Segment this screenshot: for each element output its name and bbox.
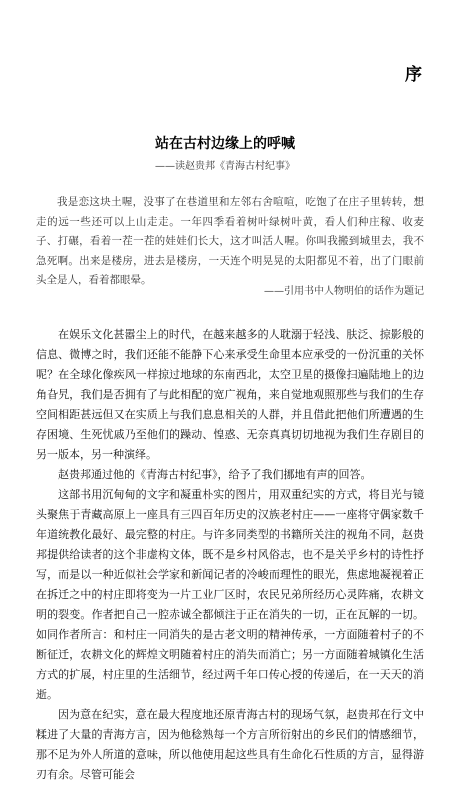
body-paragraph: 在娱乐文化甚嚣尘上的时代，在越来越多的人耽溺于轻浅、肤泛、掠影般的信息、微博之时，我们还能不能静下心来承受生命里本应承受的一份沉重的关怀呢？在全球化像疾风一样掠过地球的东南西北，太空卫星的摄像扫遍陆地上的边角旮旯，我们是否拥有了与此相配的宽广视角，来自觉地观照那些与我们的生存空间相距甚远但又在实质上与我们息息相关的人群，并且借此把他们所遭遇的生存困境、生死忧戚乃至他们的躁动、惶惑、无奈真真切切地视为我们生存剧目的另一版本，另一种演绎。 — [36, 328, 424, 461]
article-title: 站在古村边缘上的呼喊 — [155, 136, 295, 152]
epigraph-attribution: ——引用书中人物明伯的话作为题记 — [264, 286, 424, 297]
body-text — [36, 325, 424, 785]
body-paragraph: 因为意在纪实，意在最大程度地还原青海古村的现场气氛，赵贵邦在行文中糅进了大量的青海方言，因为他稔熟每一个方言所衍射出的乡民们的情感细节，那不足为外人所道的意味，所以他使用起这些具有生命化石性质的方言，显得游刃有余。尽管可能会 — [36, 708, 424, 781]
epigraph-text: 我是恋这块土喔，没事了在巷道里和左邻右舍喧喧，吃饱了在庄子里转转，想走的远一些还可以上山走走。一年四季看着树叶绿树叶黄，看人们种庄稼、收麦子、打碾，看着一茬一茬的娃娃们长大，这才叫活人喔。你叫我搬到城里去，我不急死啊。出来是楼房，进去是楼房，一天连个明晃晃的太阳都见不着，出了门眼前头全是人，看着都眼晕。 — [36, 196, 424, 286]
body-paragraph: 赵贵邦通过他的《青海古村纪事》，给予了我们挪地有声的回答。 — [58, 468, 372, 481]
epigraph — [36, 193, 424, 291]
article-subtitle: ——读赵贵邦《青海古村纪事》 — [155, 161, 295, 172]
body-paragraph: 这部书用沉甸甸的文字和凝重朴实的图片，用双重纪实的方式，将目光与镜头聚焦于青藏高原上一座具有三四百年历史的汉族老村庄——一座将守偶家数千年道统教化最好、最完整的村庄。与许多同类型的书籍所关注的视角不同，赵贵邦提供给读者的这个非虚构文体，既不是乡村风俗志，也不是关乎乡村的诗性抒写，而是以一种近似社会学家和新闻记者的冷峻而理性的眼光，焦虑地凝视着正在拆迁之中的村庄即将变为一片工业厂区时，农民兄弟所经历心灵阵痛，农耕文明的裂变。作者把自己一腔赤诚全都倾注于正在消失的一切，正在瓦解的一切。如同作者所言：和村庄一同消失的是古老文明的精神传承，一方面随着村子的不断征迁，农耕文化的辉煌文明随着村庄的消失而消亡；另一方面随着城镇化生活方式的扩展，村庄里的生活细节，经过两千年口传心授的传递后，在一天天的消逝。 — [36, 488, 424, 701]
section-label: 序 — [405, 65, 422, 85]
